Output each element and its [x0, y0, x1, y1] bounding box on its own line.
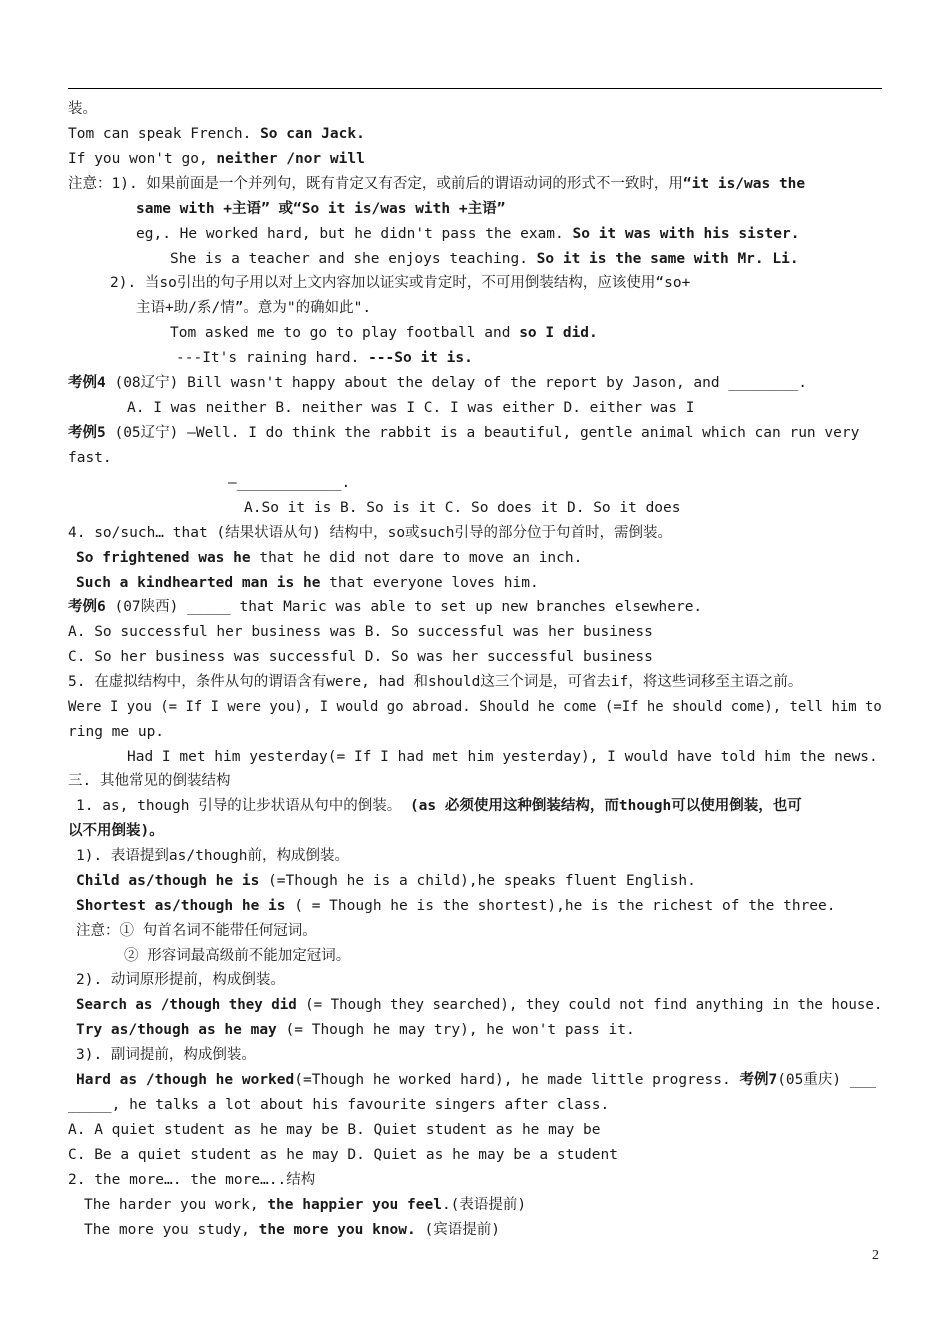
text-line	[136, 298, 371, 318]
text-line	[76, 1045, 256, 1065]
text-line	[127, 398, 694, 418]
text-line	[76, 846, 349, 866]
text-segment: If you won't go,	[68, 151, 217, 167]
bold-text: So it is the same with Mr. Li.	[536, 251, 799, 267]
text-segment: She is a teacher and she enjoys teaching.	[170, 251, 537, 267]
text-segment: C. Be a quiet student as he may D. Quiet as he may be a student	[68, 1147, 618, 1163]
text-segment: (07陕西) _____ that Maric was able to set up new branches elsewhere.	[105, 599, 703, 615]
text-segment: Were I you (= If I were you), I would go abroad. Should he come (=If he should come), tell him to	[68, 699, 882, 715]
text-line	[84, 1220, 500, 1240]
text-segment: 注意：① 句首名词不能带任何冠词。	[76, 923, 317, 939]
text-segment: Tom asked me to go to play football and	[170, 325, 520, 341]
text-segment: 装。	[68, 101, 97, 117]
text-line	[124, 946, 350, 966]
bold-text: the more you know.	[258, 1222, 416, 1238]
bold-text: neither /nor will	[216, 151, 365, 167]
text-segment: ---It's raining hard.	[176, 350, 369, 366]
text-line	[68, 722, 164, 742]
text-segment: 3). 副词提前，构成倒装。	[76, 1047, 256, 1063]
text-segment: (=Though he is a child),he speaks fluent English.	[259, 873, 696, 889]
text-line	[68, 423, 859, 443]
bold-text: “it is/was the	[682, 176, 806, 192]
bold-text: Such a kindhearted man is he	[76, 575, 321, 591]
text-line	[76, 995, 882, 1015]
text-line	[68, 174, 805, 194]
bold-text: 考例4	[68, 375, 106, 391]
bold-text: Child as/though he is	[76, 873, 260, 889]
text-line	[68, 647, 653, 667]
text-line	[170, 249, 799, 269]
text-line	[68, 523, 672, 543]
text-segment: —____________.	[228, 475, 351, 491]
text-line	[176, 348, 473, 368]
text-segment: _____, he talks a lot about his favourite singers after class.	[68, 1097, 610, 1113]
text-segment: A. I was neither B. neither was I C. I was either D. either was I	[127, 400, 695, 416]
text-segment: 主语+助/系/情”。意为"的确如此".	[136, 300, 372, 316]
text-segment: that everyone loves him.	[320, 575, 539, 591]
text-segment: 1. as, though 引导的让步状语从句中的倒装。	[76, 798, 410, 814]
text-segment: The harder you work,	[84, 1197, 268, 1213]
text-segment: ring me up.	[68, 724, 165, 740]
bold-text: same with +主语” 或“So it is/was with +主语”	[136, 201, 506, 217]
text-line	[76, 871, 696, 891]
text-line	[68, 1120, 601, 1140]
header-rule	[68, 88, 882, 89]
text-segment: 三. 其他常见的倒装结构	[68, 773, 231, 789]
text-line	[68, 124, 365, 144]
bold-text: Shortest as/though he is	[76, 898, 286, 914]
text-line	[68, 1145, 618, 1165]
text-line	[76, 573, 539, 593]
text-segment: (=Though he worked hard), he made little progress.	[294, 1072, 740, 1088]
text-line	[68, 597, 702, 617]
text-segment: (= Though he may try), he won't pass it.	[276, 1022, 635, 1038]
bold-text: 考例5	[68, 425, 106, 441]
text-line	[76, 548, 582, 568]
text-line	[170, 323, 598, 343]
text-segment: that he did not dare to move an inch.	[250, 550, 583, 566]
text-segment: A. A quiet student as he may be B. Quiet student as he may be	[68, 1122, 601, 1138]
bold-text: 考例7	[739, 1072, 778, 1088]
text-line	[68, 622, 653, 642]
bold-text: So can Jack.	[260, 126, 365, 142]
text-segment: ② 形容词最高级前不能加定冠词。	[124, 948, 351, 964]
text-line	[68, 672, 802, 692]
text-line	[76, 1020, 635, 1040]
text-segment: Tom can speak French.	[68, 126, 261, 142]
text-line	[228, 473, 350, 493]
text-segment: (05重庆) ___	[777, 1072, 877, 1088]
text-line	[76, 921, 317, 941]
bold-text: ---So it is.	[368, 350, 473, 366]
text-segment: (= Though they searched), they could not find anything in the house.	[296, 997, 883, 1013]
text-line	[68, 697, 882, 717]
text-line	[76, 796, 802, 816]
text-line	[136, 224, 799, 244]
text-segment: (08辽宁) Bill wasn't happy about the delay of the report by Jason, and ________.	[105, 375, 807, 391]
text-segment: A. So successful her business was B. So successful was her business	[68, 624, 653, 640]
text-line	[127, 747, 878, 767]
text-segment: 2). 当so引出的句子用以对上文内容加以证实或肯定时，不可用倒装结构，应该使用“so+	[110, 275, 691, 291]
text-segment: The more you study,	[84, 1222, 259, 1238]
text-segment: 4. so/such… that (结果状语从句) 结构中，so或such引导的部分位于句首时，需倒装。	[68, 525, 672, 541]
bold-text: Try as/though as he may	[76, 1022, 277, 1038]
text-segment: 2. the more…. the more…..结构	[68, 1172, 316, 1188]
text-line	[68, 1095, 609, 1115]
text-segment: A.So it is B. So is it C. So does it D. So it does	[244, 500, 681, 516]
text-line	[84, 1195, 526, 1215]
text-line	[68, 771, 230, 791]
text-segment: 2). 动词原形提前，构成倒装。	[76, 972, 285, 988]
text-segment: C. So her business was successful D. So was her successful business	[68, 649, 653, 665]
page-number: 2	[872, 1248, 879, 1263]
text-segment: 5. 在虚拟结构中，条件从句的谓语含有were, had 和should这三个词是，可省去if，将这些词移至主语之前。	[68, 674, 803, 690]
text-segment: eg,. He worked hard, but he didn't pass the exam.	[136, 226, 573, 242]
text-line	[68, 1170, 315, 1190]
text-line	[68, 99, 97, 119]
text-segment: fast.	[68, 450, 112, 466]
text-line	[68, 149, 365, 169]
bold-text: 以不用倒装)。	[68, 823, 164, 839]
text-line	[68, 448, 112, 468]
bold-text: the happier you feel	[267, 1197, 442, 1213]
bold-text: Hard as /though he worked	[76, 1072, 295, 1088]
text-line	[136, 199, 505, 219]
text-segment: Had I met him yesterday(= If I had met him yesterday), I would have told him the news.	[127, 749, 878, 765]
text-line	[68, 821, 164, 841]
text-line	[244, 498, 681, 518]
text-line	[76, 970, 285, 990]
bold-text: So it was with his sister.	[572, 226, 800, 242]
text-line	[76, 1070, 876, 1090]
text-line	[68, 373, 807, 393]
text-segment: (宾语提前)	[415, 1222, 500, 1238]
bold-text: (as 必须使用这种倒装结构，而though可以使用倒装，也可	[409, 798, 802, 814]
text-segment: (05辽宁) —Well. I do think the rabbit is a beautiful, gentle animal which can run very	[105, 425, 860, 441]
text-line	[76, 896, 836, 916]
bold-text: so I did.	[519, 325, 598, 341]
text-line	[110, 273, 690, 293]
bold-text: So frightened was he	[76, 550, 251, 566]
bold-text: 考例6	[68, 599, 106, 615]
text-segment: 注意：1). 如果前面是一个并列句，既有肯定又有否定，或前后的谓语动词的形式不一致时，用	[68, 176, 683, 192]
text-segment: 1). 表语提到as/though前，构成倒装。	[76, 848, 349, 864]
bold-text: Search as /though they did	[76, 997, 297, 1013]
text-segment: ( = Though he is the shortest),he is the richest of the three.	[285, 898, 836, 914]
text-segment: .(表语提前)	[441, 1197, 527, 1213]
